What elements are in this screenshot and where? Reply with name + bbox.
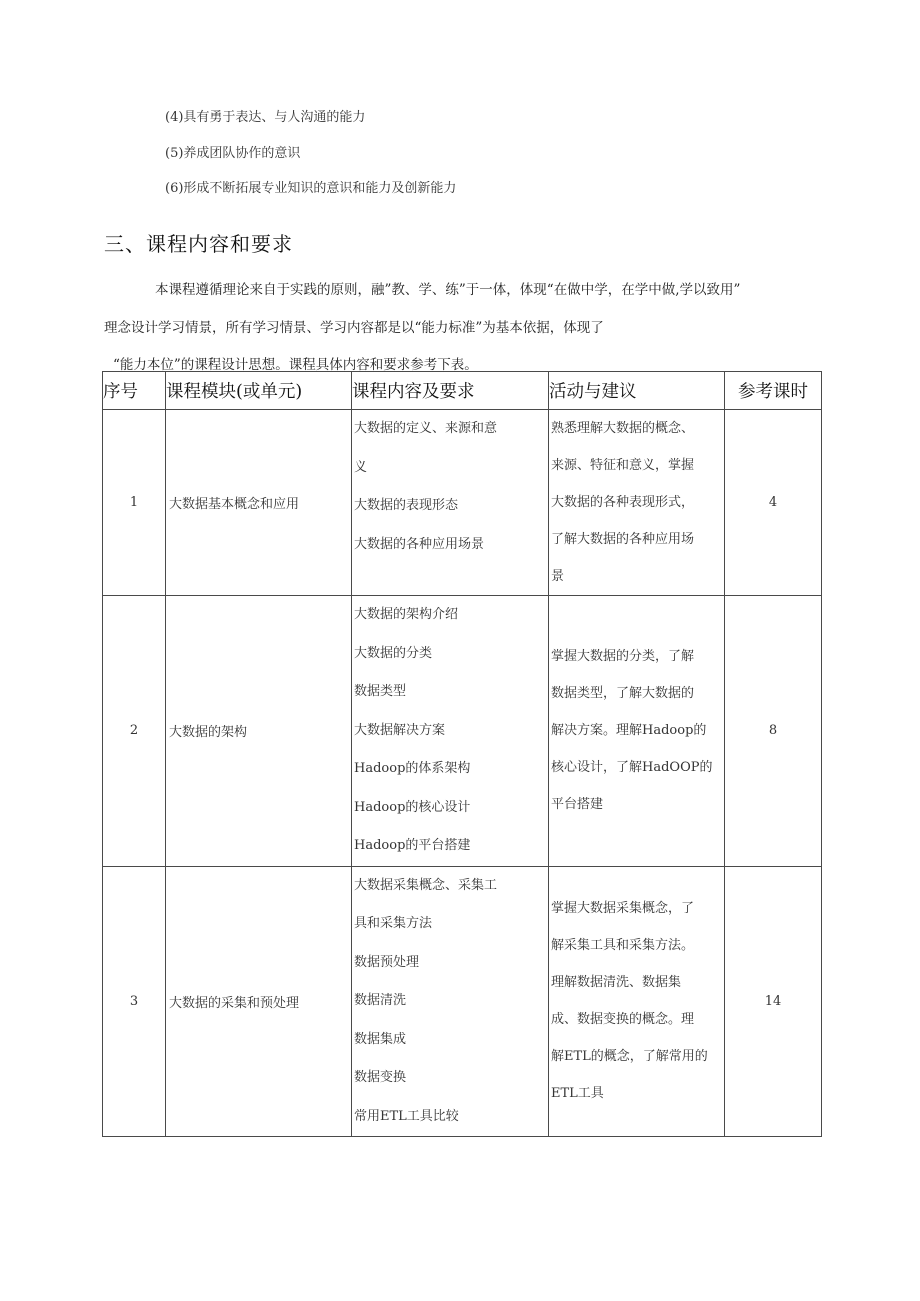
row-number: 1 bbox=[103, 410, 166, 596]
content-line: 大数据采集概念、采集工 bbox=[354, 877, 498, 893]
activity-line: 了解大数据的各种应用场 bbox=[551, 532, 695, 547]
content-line: 大数据的表现形态 bbox=[354, 498, 459, 513]
course-table bbox=[102, 371, 822, 1137]
objective-item: (5)养成团队协作的意识 bbox=[165, 146, 301, 161]
table-header-row bbox=[103, 372, 822, 410]
table-row bbox=[103, 866, 822, 1137]
activity-line: ETL工具 bbox=[551, 1086, 604, 1102]
content-line: 大数据解决方案 bbox=[354, 722, 446, 738]
row-activity bbox=[549, 410, 725, 596]
paragraph-line: “能力本位”的课程设计思想。课程具体内容和要求参考下表。 bbox=[113, 357, 478, 373]
content-line: 常用ETL工具比较 bbox=[354, 1108, 459, 1124]
content-line: 义 bbox=[354, 459, 368, 475]
content-line: Hadoop的平台搭建 bbox=[354, 838, 471, 853]
activity-line: 景 bbox=[551, 569, 565, 584]
row-module: 大数据的采集和预处理 bbox=[166, 866, 352, 1137]
header-seq: 序号 bbox=[103, 372, 166, 410]
activity-line: 解采集工具和采集方法。 bbox=[551, 938, 695, 954]
row-content bbox=[352, 866, 549, 1137]
content-line: Hadoop的核心设计 bbox=[354, 799, 471, 815]
activity-line: 大数据的各种表现形式， bbox=[551, 495, 695, 510]
row-activity bbox=[549, 596, 725, 867]
header-hours: 参考课时 bbox=[725, 372, 822, 410]
activity-line: 平台搭建 bbox=[551, 797, 604, 813]
activity-line: 掌握大数据的分类，了解 bbox=[551, 649, 695, 665]
content-line: 大数据的各种应用场景 bbox=[354, 536, 485, 552]
row-number: 2 bbox=[103, 596, 166, 867]
activity-line: 数据类型，了解大数据的 bbox=[551, 686, 695, 702]
activity-line: 核心设计，了解HadOOP的 bbox=[551, 760, 713, 776]
activity-line: 解ETL的概念，了解常用的 bbox=[551, 1049, 708, 1065]
content-line: Hadoop的体系架构 bbox=[354, 761, 471, 776]
row-content bbox=[352, 410, 549, 596]
header-content: 课程内容及要求 bbox=[352, 372, 549, 410]
row-activity bbox=[549, 866, 725, 1137]
content-line: 大数据的分类 bbox=[354, 645, 433, 661]
content-line: 数据集成 bbox=[354, 1031, 407, 1047]
activity-line: 解决方案。理解Hadoop的 bbox=[551, 723, 707, 739]
row-hours: 14 bbox=[725, 866, 822, 1137]
paragraph-line: 本课程遵循理论来自于实践的原则，融”教、学、练”于一体，体现“在做中学，在学中做,学以致用” bbox=[155, 282, 741, 298]
row-module: 大数据基本概念和应用 bbox=[166, 410, 352, 596]
content-line: 大数据的架构介绍 bbox=[354, 607, 459, 622]
objective-item: (6)形成不断拓展专业知识的意识和能力及创新能力 bbox=[165, 181, 457, 196]
content-line: 数据类型 bbox=[354, 684, 407, 699]
activity-line: 成、数据变换的概念。理 bbox=[551, 1012, 695, 1028]
paragraph-line: 理念设计学习情景，所有学习情景、学习内容都是以“能力标准”为基本依据，体现了 bbox=[104, 320, 604, 336]
activity-line: 掌握大数据采集概念，了 bbox=[551, 901, 695, 917]
activity-line: 熟悉理解大数据的概念、 bbox=[551, 421, 695, 436]
content-line: 具和采集方法 bbox=[354, 916, 433, 931]
activity-line: 理解数据清洗、数据集 bbox=[551, 975, 682, 991]
content-line: 数据清洗 bbox=[354, 993, 407, 1008]
header-module: 课程模块(或单元) bbox=[166, 372, 352, 410]
row-number: 3 bbox=[103, 866, 166, 1137]
header-activity: 活动与建议 bbox=[549, 372, 725, 410]
row-content bbox=[352, 596, 549, 867]
content-line: 数据预处理 bbox=[354, 954, 420, 970]
objective-item: (4)具有勇于表达、与人沟通的能力 bbox=[165, 110, 366, 125]
activity-line: 来源、特征和意义，掌握 bbox=[551, 458, 695, 473]
content-line: 数据变换 bbox=[354, 1070, 407, 1085]
row-module: 大数据的架构 bbox=[166, 596, 352, 867]
row-hours: 4 bbox=[725, 410, 822, 596]
row-hours: 8 bbox=[725, 596, 822, 867]
section-heading: 三、课程内容和要求 bbox=[104, 232, 293, 256]
table-row bbox=[103, 410, 822, 596]
content-line: 大数据的定义、来源和意 bbox=[354, 421, 498, 436]
table-row bbox=[103, 596, 822, 867]
